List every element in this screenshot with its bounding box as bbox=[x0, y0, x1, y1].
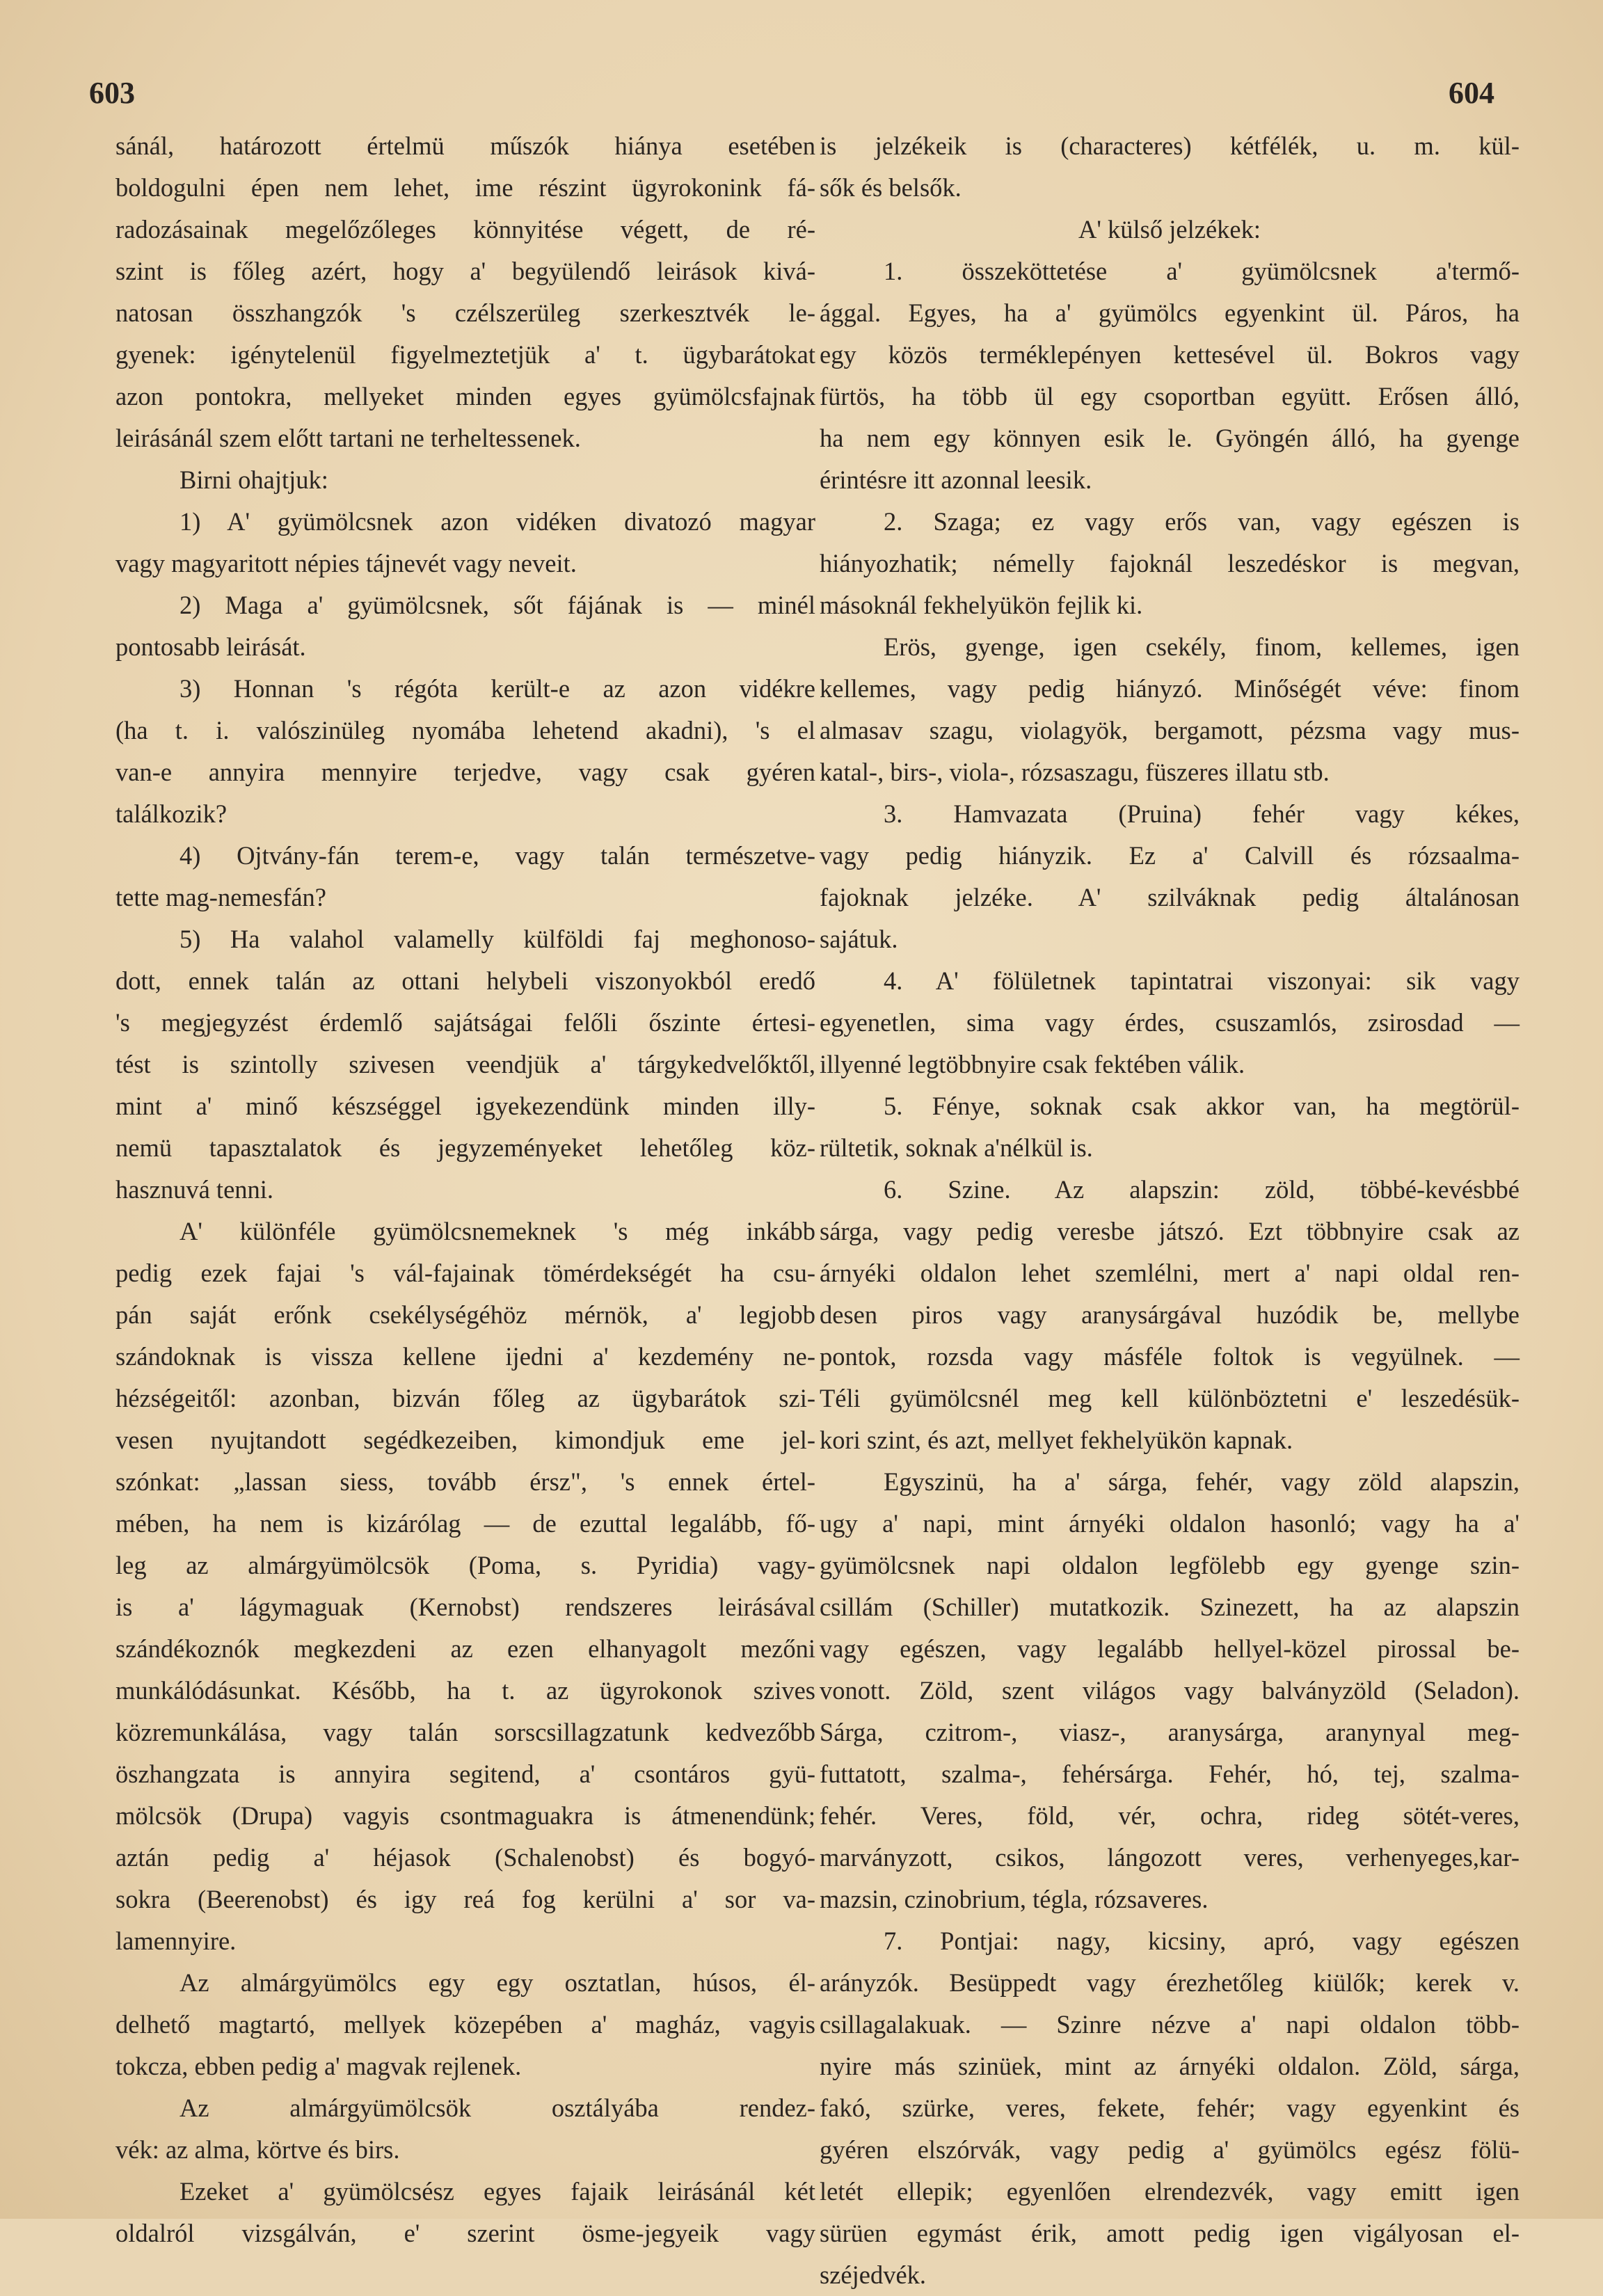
text-line: 1. összeköttetése a' gyümölcsnek a'termő- bbox=[884, 257, 1520, 285]
text-line: azon pontokra, mellyeket minden egyes gyümölcsfajnak bbox=[115, 382, 815, 410]
text-line: szónkat: „lassan siess, tovább érsz", 's ennek értel- bbox=[115, 1467, 815, 1496]
text-line: oldalról vizsgálván, e' szerint ösme-jegyeik vagy bbox=[115, 2219, 815, 2247]
text-line: sárga, vagy pedig veresbe játszó. Ezt többnyire csak az bbox=[820, 1217, 1520, 1245]
text-line: hézségeitől: azonban, bizván főleg az ügybarátok szi- bbox=[115, 1384, 815, 1412]
text-line: szándékoznók megkezdeni az ezen elhanyagolt mezőni bbox=[115, 1634, 815, 1663]
text-line: Erös, gyenge, igen csekély, finom, kellemes, igen bbox=[884, 632, 1520, 661]
text-line: leg az almárgyümölcsök (Poma, s. Pyridia) vagy- bbox=[115, 1551, 815, 1579]
text-line: gyenek: igénytelenül figyelmeztetjük a' t. ügybarátokat bbox=[115, 340, 815, 369]
text-line: delhető magtartó, mellyek közepében a' magház, vagyis bbox=[115, 2010, 815, 2039]
text-line: egy közös terméklepényen kettesével ül. Bokros vagy bbox=[820, 340, 1520, 369]
text-line: vagy egészen, vagy legalább hellyel-közel pirossal be- bbox=[820, 1634, 1520, 1663]
text-line: A' külső jelzékek: bbox=[1078, 215, 1261, 244]
text-line: csillám (Schiller) mutatkozik. Szinezett, ha az alapszin bbox=[820, 1593, 1520, 1621]
text-line: másoknál fekhelyükön fejlik ki. bbox=[820, 591, 1143, 619]
text-line: A' különféle gyümölcsnemeknek 's még inkább bbox=[180, 1217, 815, 1245]
text-line: lamennyire. bbox=[115, 1927, 237, 1955]
text-line: pontok, rozsda vagy másféle foltok is vegyülnek. — bbox=[820, 1342, 1520, 1371]
text-line: 5. Fénye, soknak csak akkor van, ha megtörül- bbox=[884, 1092, 1520, 1120]
text-line: vesen nyujtandott segédkezeiben, kimondjuk eme jel- bbox=[115, 1426, 815, 1454]
text-line: is a' lágymaguak (Kernobst) rendszeres leirásával bbox=[115, 1593, 815, 1621]
text-line: vagy pedig hiányzik. Ez a' Calvill és rózsaalma- bbox=[820, 841, 1520, 870]
text-line: gyümölcsnek napi oldalon legfölebb egy gyenge szin- bbox=[820, 1551, 1520, 1579]
text-line: 4. A' fölületnek tapintatrai viszonyai: sik vagy bbox=[884, 966, 1520, 995]
text-line: Ezeket a' gyümölcsész egyes fajaik leirásánál két bbox=[180, 2177, 815, 2206]
text-line: fehér. Veres, föld, vér, ochra, rideg sötét-veres, bbox=[820, 1801, 1520, 1830]
text-line: pedig ezek fajai 's vál-fajainak tömérdekségét ha csu- bbox=[115, 1259, 815, 1287]
text-line: öszhangzata is annyira segitend, a' csontáros gyü- bbox=[115, 1760, 815, 1788]
text-line: letét ellepik; egyenlően elrendezvék, vagy emitt igen bbox=[820, 2177, 1520, 2206]
text-line: 3. Hamvazata (Pruina) fehér vagy kékes, bbox=[884, 799, 1520, 828]
text-line: marványzott, csikos, lángozott veres, verhenyeges,kar- bbox=[820, 1843, 1520, 1872]
text-line: hasznuvá tenni. bbox=[115, 1175, 274, 1204]
text-line: vonott. Zöld, szent világos vagy balványzöld (Seladon). bbox=[820, 1676, 1520, 1705]
text-line: tokcza, ebben pedig a' magvak rejlenek. bbox=[115, 2052, 522, 2080]
text-line: rültetik, soknak a'nélkül is. bbox=[820, 1133, 1093, 1162]
text-line: tette mag-nemesfán? bbox=[115, 883, 326, 911]
text-line: árnyéki oldalon lehet szemlélni, mert a' napi oldal ren- bbox=[820, 1259, 1520, 1287]
text-line: 6. Szine. Az alapszin: zöld, többé-kevésbbé bbox=[884, 1175, 1520, 1204]
text-line: natosan összhangzók 's czélszerüleg szerkesztvék le- bbox=[115, 298, 815, 327]
text-line: leirásánál szem előtt tartani ne terheltessenek. bbox=[115, 424, 581, 452]
text-line: ha nem egy könnyen esik le. Gyöngén álló, ha gyenge bbox=[820, 424, 1520, 452]
text-line: 7. Pontjai: nagy, kicsiny, apró, vagy egészen bbox=[884, 1927, 1520, 1955]
text-line: mazsin, czinobrium, tégla, rózsaveres. bbox=[820, 1885, 1209, 1913]
text-line: boldogulni épen nem lehet, ime részint ügyrokonink fá- bbox=[115, 173, 815, 202]
text-line: sokra (Beerenobst) és igy reá fog kerülni a' sor va- bbox=[115, 1885, 815, 1913]
text-line: hiányozhatik; némelly fajoknál leszedéskor is megvan, bbox=[820, 549, 1520, 577]
page-number-left: 603 bbox=[89, 76, 135, 110]
text-line: sajátuk. bbox=[820, 925, 898, 953]
text-line: széjedvék. bbox=[820, 2261, 927, 2289]
text-line: pán saját erőnk csekélységéhöz mérnök, a' legjobb bbox=[115, 1300, 815, 1329]
text-line: Egyszinü, ha a' sárga, fehér, vagy zöld alapszin, bbox=[884, 1467, 1520, 1496]
text-line: desen piros vagy aranysárgával huzódik be, mellybe bbox=[820, 1300, 1520, 1329]
text-line: 2) Maga a' gyümölcsnek, sőt fájának is — minél bbox=[180, 591, 815, 619]
text-line: közremunkálása, vagy talán sorscsillagzatunk kedvezőbb bbox=[115, 1718, 815, 1746]
text-line: kori szint, és azt, mellyet fekhelyükön kapnak. bbox=[820, 1426, 1293, 1454]
text-line: sürüen egymást érik, amott pedig igen vigályosan el- bbox=[820, 2219, 1520, 2247]
text-line: nemü tapasztalatok és jegyzeményeket lehetőleg köz- bbox=[115, 1133, 815, 1162]
text-line: vagy magyaritott népies tájnevét vagy neveit. bbox=[115, 549, 577, 577]
text-line: mében, ha nem is kizárólag — de ezuttal legalább, fő- bbox=[115, 1509, 815, 1538]
text-line: sánál, határozott értelmü műszók hiánya esetében bbox=[115, 131, 815, 160]
text-line: ággal. Egyes, ha a' gyümölcs egyenkint ül. Páros, ha bbox=[820, 298, 1520, 327]
text-line: radozásainak megelőzőleges könnyitése végett, de ré- bbox=[115, 215, 815, 244]
text-line: gyéren elszórvák, vagy pedig a' gyümölcs egész fölü- bbox=[820, 2135, 1520, 2164]
text-line: tést is szintolly szivesen veendjük a' tárgykedvelőktől, bbox=[115, 1050, 815, 1078]
text-line: csillagalakuak. — Szinre nézve a' napi oldalon több- bbox=[820, 2010, 1520, 2039]
text-line: nyire más szinüek, mint az árnyéki oldalon. Zöld, sárga, bbox=[820, 2052, 1520, 2080]
text-line: mölcsök (Drupa) vagyis csontmaguakra is átmenendünk; bbox=[115, 1801, 815, 1830]
text-line: katal-, birs-, viola-, rózsaszagu, füszeres illatu stb. bbox=[820, 758, 1330, 786]
text-line: futtatott, szalma-, fehérsárga. Fehér, hó, tej, szalma- bbox=[820, 1760, 1520, 1788]
text-line: ugy a' napi, mint árnyéki oldalon hasonló; vagy ha a' bbox=[820, 1509, 1520, 1538]
text-line: Az almárgyümölcs egy egy osztatlan, húsos, él- bbox=[180, 1968, 815, 1997]
text-line: pontosabb leirását. bbox=[115, 632, 306, 661]
text-line: Birni ohajtjuk: bbox=[180, 465, 328, 494]
text-line: 3) Honnan 's régóta került-e az azon vidékre bbox=[180, 674, 815, 703]
text-line: is jelzékeik is (characteres) kétfélék, u. m. kül- bbox=[820, 131, 1520, 160]
text-line: 1) A' gyümölcsnek azon vidéken divatozó magyar bbox=[180, 507, 815, 536]
text-line: szint is főleg azért, hogy a' begyülendő leirások kivá- bbox=[115, 257, 815, 285]
text-line: van-e annyira mennyire terjedve, vagy csak gyéren bbox=[115, 758, 815, 786]
text-line: almasav szagu, violagyök, bergamott, pézsma vagy mus- bbox=[820, 716, 1520, 744]
text-line: Az almárgyümölcsök osztályába rendez- bbox=[180, 2094, 815, 2122]
text-line: munkálódásunkat. Később, ha t. az ügyrokonok szives bbox=[115, 1676, 815, 1705]
text-line: dott, ennek talán az ottani helybeli viszonyokból eredő bbox=[115, 966, 815, 995]
text-line: sők és belsők. bbox=[820, 173, 962, 202]
text-line: 4) Ojtvány-fán terem-e, vagy talán természetve- bbox=[180, 841, 815, 870]
text-line: arányzók. Besüppedt vagy érezhetőleg kiülők; kerek v. bbox=[820, 1968, 1520, 1997]
text-line: mint a' minő készséggel igyekezendünk minden illy- bbox=[115, 1092, 815, 1120]
text-line: Sárga, czitrom-, viasz-, aranysárga, aranynyal meg- bbox=[820, 1718, 1520, 1746]
text-line: (ha t. i. valószinüleg nyomába lehetend akadni), 's el bbox=[115, 716, 815, 744]
text-line: 5) Ha valahol valamelly külföldi faj meghonoso- bbox=[180, 925, 815, 953]
text-line: szándoknak is vissza kellene ijedni a' kezdemény ne- bbox=[115, 1342, 815, 1371]
text-line: aztán pedig a' héjasok (Schalenobst) és bogyó- bbox=[115, 1843, 815, 1872]
text-line: Téli gyümölcsnél meg kell különböztetni e' leszedésük- bbox=[820, 1384, 1520, 1412]
right-column-text bbox=[820, 125, 1520, 2296]
text-line: 's megjegyzést érdemlő sajátságai felőli őszinte értesi- bbox=[115, 1008, 815, 1037]
text-line: 2. Szaga; ez vagy erős van, vagy egészen is bbox=[884, 507, 1520, 536]
left-column-text bbox=[115, 125, 815, 2254]
text-line: illyenné legtöbbnyire csak fektében válik. bbox=[820, 1050, 1245, 1078]
text-line: vék: az alma, körtve és birs. bbox=[115, 2135, 400, 2164]
text-line: érintésre itt azonnal leesik. bbox=[820, 465, 1092, 494]
page-number-right: 604 bbox=[1449, 76, 1494, 110]
text-line: fakó, szürke, veres, fekete, fehér; vagy egyenkint és bbox=[820, 2094, 1520, 2122]
text-line: találkozik? bbox=[115, 799, 228, 828]
text-line: kellemes, vagy pedig hiányzó. Minőségét véve: finom bbox=[820, 674, 1520, 703]
text-line: egyenetlen, sima vagy érdes, csuszamlós, zsirosdad — bbox=[820, 1008, 1520, 1037]
text-line: fajoknak jelzéke. A' szilváknak pedig általánosan bbox=[820, 883, 1520, 911]
text-line: fürtös, ha több ül egy csoportban együtt. Erősen álló, bbox=[820, 382, 1520, 410]
